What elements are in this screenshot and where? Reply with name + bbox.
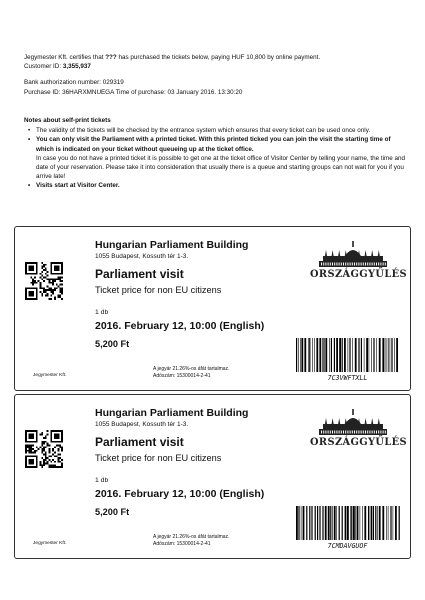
self-print-notes: [24, 116, 409, 191]
note-item: • Visits start at Visitor Center.: [36, 181, 409, 190]
ticket-price: 5,200 Ft: [95, 339, 130, 349]
issuer-name: Jegymester Kft.: [33, 541, 67, 546]
parliament-building-icon: [317, 240, 389, 268]
tax-number: Adószám: 15300014-2-41: [153, 541, 211, 547]
parliament-building-icon: [317, 408, 389, 436]
barcode: [294, 506, 401, 551]
notes-list: [24, 126, 409, 190]
bank-authorization: Bank authorization number: 029319: [24, 79, 124, 87]
certification-line: [24, 53, 409, 62]
venue-name: Hungarian Parliament Building: [95, 407, 249, 419]
event-datetime: 2016. February 12, 10:00 (English): [95, 320, 265, 332]
event-datetime: 2016. February 12, 10:00 (English): [95, 488, 265, 500]
ticket-quantity: 1 db: [95, 309, 109, 316]
ticket-price: 5,200 Ft: [95, 507, 130, 517]
logo-text: ORSZÁGGYŰLÉS: [310, 437, 408, 448]
buyer-name: ???: [105, 54, 117, 61]
payment-text: has purchased the tickets below, paying HUF 10,800 by online payment.: [116, 54, 321, 61]
purchase-info: Purchase ID: 36HARXMNUEGA Time of purchase: 03 January 2016. 13:30:20: [24, 88, 243, 96]
customer-id-label: Customer ID:: [24, 63, 63, 71]
note-item: In case you do not have a printed ticket it is possible to get one at the ticket office of Visitor Center by telling your name, the time and date of your reservation. Please take it into consideration that usually there is a queue and starting groups can not wait for you if you arrive late!: [36, 154, 406, 181]
price-category: Ticket price for non EU citizens: [95, 285, 222, 295]
certification-text: Jegymester Kft. certifies that: [24, 54, 106, 61]
barcode-icon: [294, 506, 401, 540]
vat-info: [153, 366, 229, 380]
notes-title: Notes about self-print tickets: [24, 117, 111, 124]
note-item: • The validity of the tickets will be checked by the entrance system which ensures that every ticket can be used once only.: [36, 126, 409, 135]
vat-line: A jegyár 21.26%-os áfát tartalmaz.: [153, 366, 230, 372]
barcode: [294, 338, 401, 383]
tax-number: Adószám: 15300014-2-41: [153, 373, 211, 379]
parliament-logo: [310, 240, 408, 284]
ticket: [14, 394, 411, 559]
barcode-number: 7CMDAVGUOF: [327, 542, 368, 550]
ticket: [14, 226, 411, 391]
venue-address: 1055 Budapest, Kossuth tér 1-3.: [95, 421, 189, 428]
customer-id-line: [24, 62, 409, 71]
customer-id-value: 3,355,937: [62, 63, 91, 71]
note-item: • You can only visit the Parliament with a printed ticket. With this printed ticked you can join the visit the starting time of which is indicated on your ticket without queueing up at the ticket office.: [36, 135, 409, 153]
event-name: Parliament visit: [95, 435, 184, 449]
parliament-logo: [310, 408, 408, 452]
venue-name: Hungarian Parliament Building: [95, 239, 249, 251]
certificate-header: [24, 53, 409, 97]
venue-address: 1055 Budapest, Kossuth tér 1-3.: [95, 253, 189, 260]
ticket-quantity: 1 db: [95, 477, 109, 484]
barcode-number: 7C3VWFTXLL: [327, 374, 368, 382]
logo-text: ORSZÁGGYŰLÉS: [310, 269, 408, 280]
vat-info: [153, 534, 229, 548]
qr-code-icon: [25, 262, 63, 300]
qr-code-icon: [25, 430, 63, 468]
issuer-name: Jegymester Kft.: [33, 373, 67, 378]
barcode-icon: [294, 338, 401, 372]
event-name: Parliament visit: [95, 267, 184, 281]
price-category: Ticket price for non EU citizens: [95, 453, 222, 463]
vat-line: A jegyár 21.26%-os áfát tartalmaz.: [153, 534, 230, 540]
